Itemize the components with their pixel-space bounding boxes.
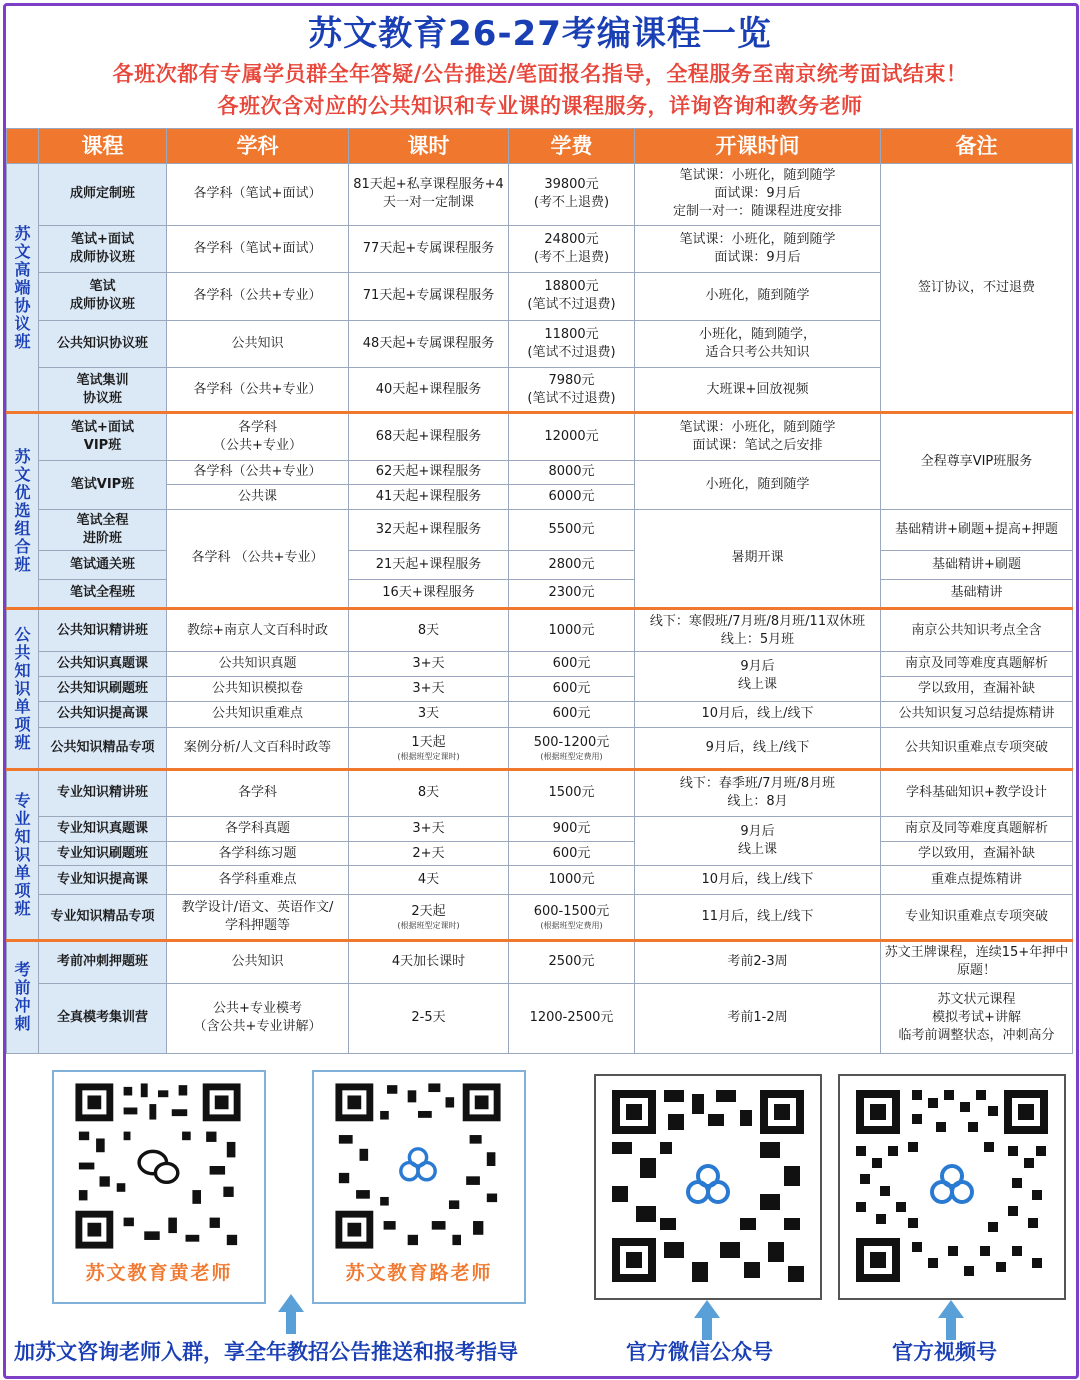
fee-cell: 900元	[509, 816, 635, 841]
table-row	[7, 866, 1073, 895]
subject-cell: 各学科（公共+专业）	[167, 460, 349, 485]
course-name: 全真模考集训营	[39, 983, 167, 1053]
subtitle-service: 各班次都有专属学员群全年答疑/公告推送/笔面报名指导，全程服务至南京统考面试结束！	[112, 62, 968, 86]
note-cell: 重难点提炼精讲	[881, 866, 1073, 895]
qr-code-icon	[852, 1086, 1052, 1286]
fee-cell: 8000元	[509, 460, 635, 485]
course-name: 笔试 成师协议班	[39, 273, 167, 320]
table-row	[7, 841, 1073, 866]
course-name: 笔试+面试 成师协议班	[39, 225, 167, 272]
note-cell: 基础精讲+刷题+提高+押题	[881, 510, 1073, 551]
time-cell: 线下：春季班/7月班/8月班 线上：8月	[635, 769, 881, 816]
table-row	[7, 701, 1073, 728]
hours-cell: 2天起 (根据班型定课时)	[349, 895, 509, 940]
fee-cell: 2500元	[509, 940, 635, 983]
subject-cell: 各学科	[167, 769, 349, 816]
fee-cell: 18800元 (笔试不过退费)	[509, 273, 635, 320]
fee-cell: 600元	[509, 701, 635, 728]
qr-code-icon	[608, 1086, 808, 1286]
table-row	[7, 164, 1073, 226]
time-cell: 10月后，线上/线下	[635, 866, 881, 895]
course-name: 公共知识真题课	[39, 652, 167, 677]
table-row	[7, 728, 1073, 769]
category-high-end: 苏文高端协议班	[7, 164, 39, 413]
hours-cell: 3+天	[349, 652, 509, 677]
hours-cell: 32天起+课程服务	[349, 510, 509, 551]
note-cell: 基础精讲	[881, 580, 1073, 609]
table-row	[7, 940, 1073, 983]
qr-code-wechat-official[interactable]	[594, 1074, 822, 1300]
hours-cell: 62天起+课程服务	[349, 460, 509, 485]
footer-caption-consult: 加苏文咨询老师入群，享全年教招公告推送和报考指导	[14, 1340, 518, 1364]
hours-cell: 3+天	[349, 816, 509, 841]
hours-cell: 41天起+课程服务	[349, 485, 509, 510]
time-cell: 10月后，线上/线下	[635, 701, 881, 728]
table-row	[7, 580, 1073, 609]
course-name: 笔试+面试 VIP班	[39, 413, 167, 460]
fee-cell: 600-1500元 (根据班型定费用)	[509, 895, 635, 940]
time-cell: 大班课+回放视频	[635, 367, 881, 412]
table-row	[7, 895, 1073, 940]
note-agreement: 签订协议，不过退费	[881, 164, 1073, 413]
fee-cell: 1000元	[509, 608, 635, 651]
arrow-up-icon	[938, 1300, 964, 1340]
subtitle-consult: 各班次含对应的公共知识和专业课的课程服务，详询咨询和教务老师	[217, 94, 863, 118]
hours-cell: 4天	[349, 866, 509, 895]
header-subject: 学科	[167, 129, 349, 164]
fee-cell: 6000元	[509, 485, 635, 510]
header	[0, 10, 1080, 122]
time-cell: 笔试课：小班化，随到随学 面试课：9月后 定制一对一：随课程进度安排	[635, 164, 881, 226]
course-name: 专业知识精品专项	[39, 895, 167, 940]
hours-cell: 1天起 (根据班型定课时)	[349, 728, 509, 769]
subject-cell: 各学科（公共+专业）	[167, 367, 349, 412]
hours-cell: 77天起+专属课程服务	[349, 225, 509, 272]
table-row	[7, 983, 1073, 1053]
subject-cell: 各学科真题	[167, 816, 349, 841]
time-cell: 9月后，线上/线下	[635, 728, 881, 769]
time-cell: 9月后 线上课	[635, 652, 881, 701]
course-name: 笔试集训 协议班	[39, 367, 167, 412]
note-cell: 学以致用，查漏补缺	[881, 841, 1073, 866]
time-cell: 小班化，随到随学， 适合只考公共知识	[635, 320, 881, 367]
subject-cell: 公共知识真题	[167, 652, 349, 677]
page-title: 苏文教育26-27考编课程一览	[308, 14, 772, 54]
fee-cell: 5500元	[509, 510, 635, 551]
course-name: 笔试全程班	[39, 580, 167, 609]
course-name: 公共知识提高课	[39, 701, 167, 728]
fee-cell: 12000元	[509, 413, 635, 460]
qr-code-teacher-lu[interactable]	[312, 1070, 526, 1304]
fee-cell: 500-1200元 (根据班型定费用)	[509, 728, 635, 769]
header-course: 课程	[39, 129, 167, 164]
qr-caption-huang: 苏文教育黄老师	[85, 1262, 233, 1284]
subject-cell: 案例分析/人文百科时政等	[167, 728, 349, 769]
course-name: 专业知识真题课	[39, 816, 167, 841]
table-row	[7, 510, 1073, 551]
fee-cell: 1200-2500元	[509, 983, 635, 1053]
table-row	[7, 608, 1073, 651]
arrow-up-icon	[278, 1294, 304, 1334]
fee-cell: 24800元 (考不上退费)	[509, 225, 635, 272]
note-vip: 全程尊享VIP班服务	[881, 413, 1073, 510]
subject-cell: 各学科（公共+专业）	[167, 273, 349, 320]
note-cell: 基础精讲+刷题	[881, 551, 1073, 580]
time-cell: 暑期开课	[635, 510, 881, 609]
hours-cell: 71天起+专属课程服务	[349, 273, 509, 320]
category-sprint: 考前冲刺	[7, 940, 39, 1053]
qr-code-video-channel[interactable]	[838, 1074, 1066, 1300]
fee-cell: 1000元	[509, 866, 635, 895]
arrow-up-icon	[694, 1300, 720, 1340]
subject-cell: 各学科 （公共+专业）	[167, 413, 349, 460]
subject-cell: 公共+专业模考 （含公共+专业讲解）	[167, 983, 349, 1053]
note-cell: 苏文王牌课程，连续15+年押中 原题！	[881, 940, 1073, 983]
hours-cell: 2+天	[349, 841, 509, 866]
course-name: 笔试全程 进阶班	[39, 510, 167, 551]
note-cell: 南京及同等难度真题解析	[881, 652, 1073, 677]
table-row	[7, 652, 1073, 677]
subject-cell: 教综+南京人文百科时政	[167, 608, 349, 651]
course-name: 笔试通关班	[39, 551, 167, 580]
time-cell: 考前1-2周	[635, 983, 881, 1053]
hours-cell: 21天起+课程服务	[349, 551, 509, 580]
note-cell: 专业知识重难点专项突破	[881, 895, 1073, 940]
table-row	[7, 769, 1073, 816]
qr-code-icon	[64, 1080, 252, 1252]
fee-cell: 2800元	[509, 551, 635, 580]
fee-cell: 7980元 (笔试不过退费)	[509, 367, 635, 412]
subject-cell: 公共知识重难点	[167, 701, 349, 728]
hours-cell: 4天加长课时	[349, 940, 509, 983]
time-cell: 线下：寒假班/7月班/8月班/11双休班 线上：5月班	[635, 608, 881, 651]
fee-cell: 600元	[509, 841, 635, 866]
table-row	[7, 816, 1073, 841]
hours-cell: 40天起+课程服务	[349, 367, 509, 412]
qr-code-icon	[324, 1080, 512, 1252]
subject-cell: 教学设计/语文、英语作文/ 学科押题等	[167, 895, 349, 940]
course-name: 公共知识精品专项	[39, 728, 167, 769]
header-blank	[7, 129, 39, 164]
time-cell: 9月后 线上课	[635, 816, 881, 865]
subject-cell: 各学科 （公共+专业）	[167, 510, 349, 609]
subject-cell: 公共课	[167, 485, 349, 510]
note-cell: 公共知识重难点专项突破	[881, 728, 1073, 769]
note-cell: 公共知识复习总结提炼精讲	[881, 701, 1073, 728]
hours-cell: 8天	[349, 608, 509, 651]
table-row	[7, 413, 1073, 460]
fee-cell: 39800元 (考不上退费)	[509, 164, 635, 226]
course-name: 专业知识精讲班	[39, 769, 167, 816]
hours-cell: 48天起+专属课程服务	[349, 320, 509, 367]
time-cell: 笔试课：小班化，随到随学 面试课：9月后	[635, 225, 881, 272]
note-cell: 学以致用，查漏补缺	[881, 676, 1073, 701]
course-name: 公共知识协议班	[39, 320, 167, 367]
time-cell: 考前2-3周	[635, 940, 881, 983]
course-name: 公共知识精讲班	[39, 608, 167, 651]
course-table	[6, 128, 1073, 1054]
header-hours: 课时	[349, 129, 509, 164]
footer-caption-video: 官方视频号	[892, 1340, 997, 1364]
category-combo: 苏文优选组合班	[7, 413, 39, 609]
category-public: 公共知识单项班	[7, 608, 39, 769]
header-start-time: 开课时间	[635, 129, 881, 164]
course-name: 考前冲刺押题班	[39, 940, 167, 983]
subject-cell: 公共知识模拟卷	[167, 676, 349, 701]
table-header-row	[7, 129, 1073, 164]
header-fee: 学费	[509, 129, 635, 164]
subject-cell: 各学科（笔试+面试）	[167, 164, 349, 226]
subject-cell: 各学科重难点	[167, 866, 349, 895]
category-professional: 专业知识单项班	[7, 769, 39, 940]
footer-caption-wechat: 官方微信公众号	[626, 1340, 773, 1364]
note-cell: 学科基础知识+教学设计	[881, 769, 1073, 816]
course-name: 公共知识刷题班	[39, 676, 167, 701]
hours-cell: 68天起+课程服务	[349, 413, 509, 460]
fee-cell: 600元	[509, 652, 635, 677]
fee-cell: 11800元 (笔试不过退费)	[509, 320, 635, 367]
course-name: 笔试VIP班	[39, 460, 167, 509]
time-cell: 笔试课：小班化，随到随学 面试课：笔试之后安排	[635, 413, 881, 460]
note-cell: 南京公共知识考点全含	[881, 608, 1073, 651]
hours-cell: 3天	[349, 701, 509, 728]
fee-cell: 1500元	[509, 769, 635, 816]
table-row	[7, 676, 1073, 701]
subject-cell: 公共知识	[167, 320, 349, 367]
subject-cell: 各学科练习题	[167, 841, 349, 866]
hours-cell: 8天	[349, 769, 509, 816]
header-note: 备注	[881, 129, 1073, 164]
subject-cell: 公共知识	[167, 940, 349, 983]
fee-cell: 600元	[509, 676, 635, 701]
course-name: 成师定制班	[39, 164, 167, 226]
course-name: 专业知识刷题班	[39, 841, 167, 866]
hours-cell: 16天+课程服务	[349, 580, 509, 609]
hours-cell: 3+天	[349, 676, 509, 701]
subject-cell: 各学科（笔试+面试）	[167, 225, 349, 272]
hours-cell: 81天起+私享课程服务+4天一对一定制课	[349, 164, 509, 226]
qr-caption-lu: 苏文教育路老师	[345, 1262, 493, 1284]
hours-cell: 2-5天	[349, 983, 509, 1053]
time-cell: 11月后，线上/线下	[635, 895, 881, 940]
qr-code-teacher-huang[interactable]	[52, 1070, 266, 1304]
note-cell: 南京及同等难度真题解析	[881, 816, 1073, 841]
footer	[6, 1058, 1072, 1370]
note-cell: 苏文状元课程 模拟考试+讲解 临考前调整状态，冲刺高分	[881, 983, 1073, 1053]
time-cell: 小班化，随到随学	[635, 460, 881, 509]
table-row	[7, 551, 1073, 580]
fee-cell: 2300元	[509, 580, 635, 609]
time-cell: 小班化，随到随学	[635, 273, 881, 320]
course-name: 专业知识提高课	[39, 866, 167, 895]
